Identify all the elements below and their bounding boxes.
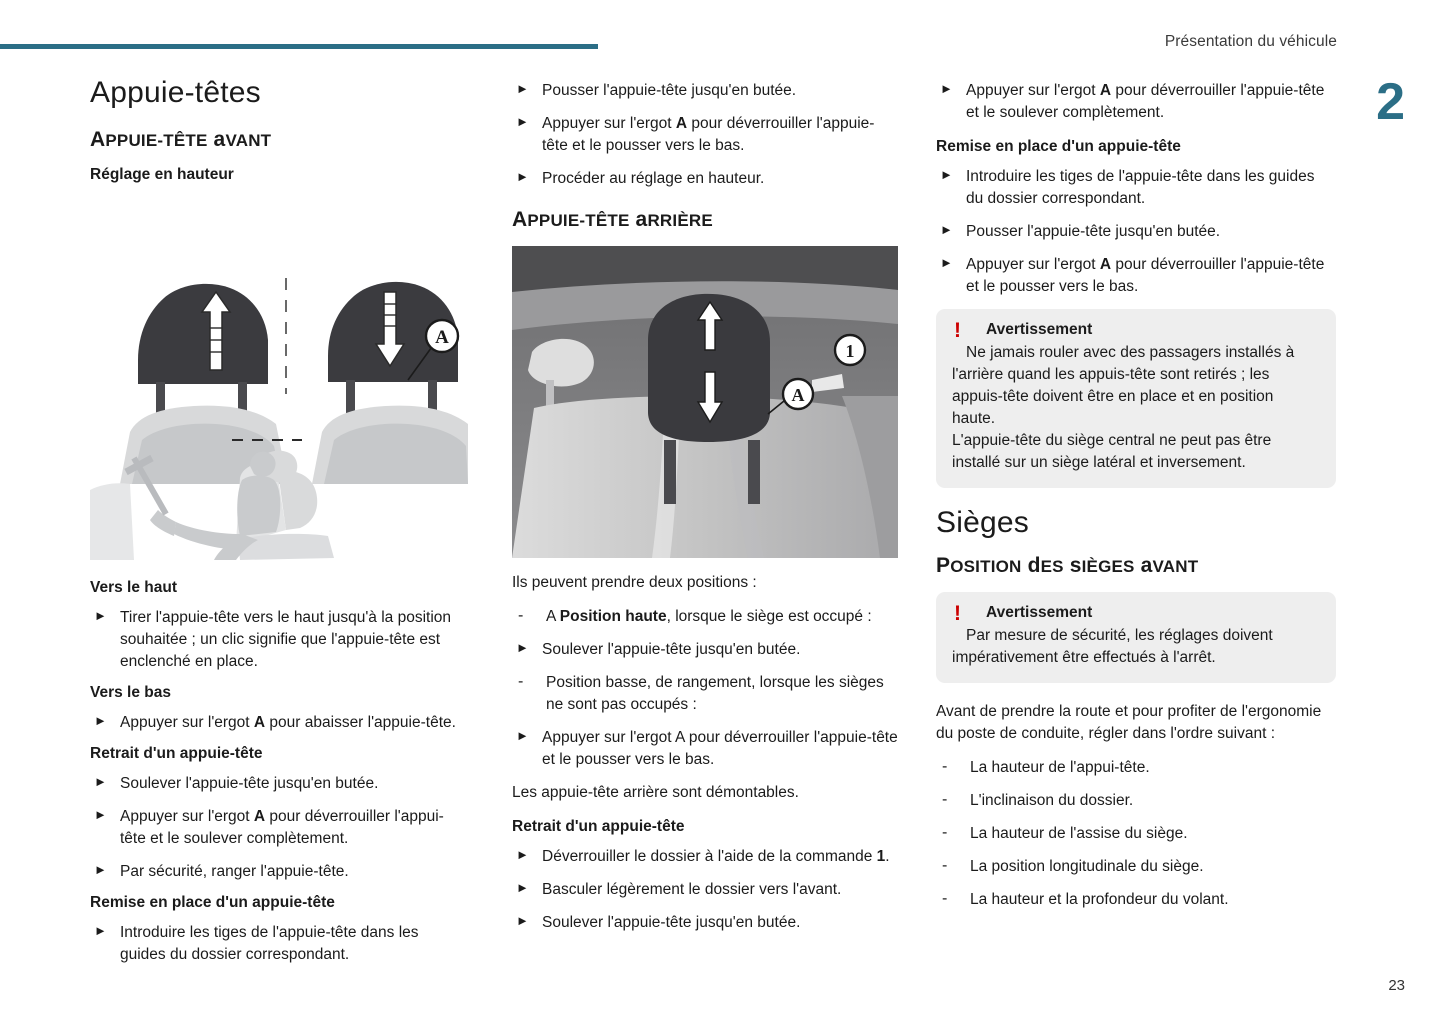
list-downwards [90, 712, 468, 734]
bullet-arrow-icon: ► [94, 713, 107, 728]
list-item-text: La hauteur de l'appui-tête. [970, 759, 1150, 776]
bullet-arrow-icon: ► [516, 81, 529, 96]
list-item-text: La hauteur et la profondeur du volant. [970, 891, 1229, 908]
heading-front-headrest-text: APPUIE-TÊTE aVANT [90, 128, 272, 151]
dash-marker: - [942, 824, 948, 841]
list-item-text: La hauteur de l'assise du siège. [970, 825, 1188, 842]
bullet-arrow-icon: ► [94, 774, 107, 789]
page-title: Appuie-têtes [90, 76, 261, 109]
list-upwards [90, 607, 468, 673]
dash-marker: - [942, 758, 948, 775]
warning-icon: ! [954, 319, 961, 342]
warning-title: Avertissement [986, 321, 1093, 338]
bullet-arrow-icon: ► [940, 222, 953, 237]
svg-text:A: A [791, 385, 805, 405]
column-one [90, 76, 468, 977]
list-rear-removal [512, 846, 898, 934]
dash-marker: - [942, 890, 948, 907]
list-item [90, 773, 468, 795]
list-item-text: Position basse, de rangement, lorsque les sièges ne sont pas occupés : [546, 674, 884, 713]
list-item [512, 879, 898, 901]
chapter-number: 2 [1376, 73, 1405, 131]
bullet-arrow-icon: ► [516, 114, 529, 129]
list-item-text: Pousser l'appuie-tête jusqu'en butée. [542, 82, 797, 99]
list-item: - A Position haute, lorsque le siège est occupé : [512, 606, 898, 628]
heading-height-adjust: Réglage en hauteur [90, 166, 234, 183]
heading-refit-c3: Remise en place d'un appuie-tête [936, 138, 1181, 155]
list-item: ► Appuyer sur l'ergot A pour déverrouiller l'appui-tête et le soulever complètement. [94, 807, 444, 847]
bullet-arrow-icon: ► [516, 640, 529, 655]
warning-box-headrests [936, 309, 1336, 488]
heading-refit: Remise en place d'un appuie-tête [90, 894, 335, 911]
list-item [90, 607, 468, 673]
warning-text-1: Ne jamais rouler avec des passagers installés à l'arrière quand les appuis-tête sont retirés ; les appuis-tête doivent être en place et en position haute. [952, 344, 1295, 427]
list-item [512, 672, 898, 716]
list-item: ► Déverrouiller le dossier à l'aide de la commande 1. [516, 847, 890, 865]
header-title: Présentation du véhicule [1164, 33, 1337, 50]
list-col3-top [936, 80, 1336, 124]
list-rear-positions [512, 606, 898, 628]
bullet-arrow-icon: ► [516, 880, 529, 895]
list-item-text: L'inclinaison du dossier. [970, 792, 1134, 809]
list-item-text: Soulever l'appuie-tête jusqu'en butée. [542, 641, 801, 658]
page-number: 23 [1388, 977, 1405, 994]
list-item [936, 757, 1336, 779]
warning-icon: ! [954, 602, 961, 625]
list-item [512, 639, 898, 661]
warning-text-2: L'appuie-tête du siège central ne peut pas être installé sur un siège latéral et inversement. [952, 432, 1272, 471]
list-item [512, 168, 898, 190]
list-item [936, 221, 1336, 243]
heading-rear-headrest-text: APPUIE-TÊTE aRRIÈRE [512, 208, 713, 231]
list-item [512, 727, 898, 771]
list-item: ► Appuyer sur l'ergot A pour déverrouiller l'appuie-tête et le pousser vers le bas. [516, 114, 875, 154]
list-item-text: Introduire les tiges de l'appuie-tête dans les guides du dossier correspondant. [966, 168, 1315, 207]
bullet-arrow-icon: ► [94, 862, 107, 877]
list-item [90, 861, 468, 883]
rear-removable-note: Les appuie-tête arrière sont démontables. [512, 784, 799, 801]
rear-intro-text: Ils peuvent prendre deux positions : [512, 574, 757, 591]
list-refit-c3 [936, 166, 1336, 298]
heading-rear-headrest [512, 208, 898, 232]
bullet-arrow-icon: ► [940, 255, 953, 270]
heading-removal: Retrait d'un appuie-tête [90, 745, 263, 762]
list-col2-top [512, 80, 898, 190]
list-item-text: Tirer l'appuie-tête vers le haut jusqu'à la position souhaitée ; un clic signifie que l'appuie-tête est enclenché en place. [120, 609, 452, 670]
heading-rear-removal: Retrait d'un appuie-tête [512, 818, 685, 835]
heading-front-seat-position [936, 554, 1336, 578]
bullet-arrow-icon: ► [94, 923, 107, 938]
bullet-arrow-icon: ► [516, 169, 529, 184]
bullet-arrow-icon: ► [516, 728, 529, 743]
position-haute-label: Position haute [559, 608, 667, 625]
bullet-arrow-icon: ► [516, 913, 529, 928]
dash-marker: - [942, 791, 948, 808]
svg-text:1: 1 [845, 341, 855, 361]
list-adjust-order [936, 757, 1336, 911]
section-title-seats: Sièges [936, 506, 1029, 539]
dash-marker: - [518, 607, 524, 624]
figure-front-headrest [90, 194, 468, 563]
list-item-text: Basculer légèrement le dossier vers l'avant. [542, 881, 842, 898]
list-item [90, 922, 468, 966]
heading-front-seat-position-text: POSITION dES sIÈGES aVANT [936, 554, 1199, 577]
list-item: ► Appuyer sur l'ergot A pour déverrouiller l'appuie-tête et le soulever complètement. [940, 81, 1325, 121]
heading-upwards: Vers le haut [90, 579, 178, 596]
heading-downwards: Vers le bas [90, 684, 172, 701]
bullet-arrow-icon: ► [940, 81, 953, 96]
list-item [936, 823, 1336, 845]
bullet-arrow-icon: ► [940, 167, 953, 182]
list-item-text: Procéder au réglage en hauteur. [542, 170, 765, 187]
list-refit [90, 922, 468, 966]
list-item [936, 889, 1336, 911]
list-item: ► Appuyer sur l'ergot A pour abaisser l'appuie-tête. [94, 713, 456, 731]
seats-intro-paragraph: Avant de prendre la route et pour profiter de l'ergonomie du poste de conduite, régler dans l'ordre suivant : [936, 703, 1322, 742]
heading-front-headrest [90, 128, 468, 152]
dash-marker: - [518, 673, 524, 690]
svg-text:A: A [435, 327, 449, 348]
list-item-text: Par sécurité, ranger l'appuie-tête. [120, 863, 349, 880]
figure-rear-headrest-svg [512, 246, 898, 558]
figure-front-headrest-svg [90, 194, 468, 484]
list-item-text: Pousser l'appuie-tête jusqu'en butée. [966, 223, 1221, 240]
column-two [512, 76, 898, 945]
list-item [936, 856, 1336, 878]
list-item-text: Soulever l'appuie-tête jusqu'en butée. [120, 775, 379, 792]
header-accent-rule [0, 44, 598, 49]
list-item-text: Soulever l'appuie-tête jusqu'en butée. [542, 914, 801, 931]
dash-marker: - [942, 857, 948, 874]
list-rear-low-action [512, 727, 898, 771]
list-item [512, 912, 898, 934]
list-item-text: Appuyer sur l'ergot A pour déverrouiller l'appuie-tête et le pousser vers le bas. [542, 729, 898, 768]
bullet-arrow-icon: ► [94, 608, 107, 623]
list-item [936, 166, 1336, 210]
warning-text: Par mesure de sécurité, les réglages doivent impérativement être effectués à l'arrêt. [952, 627, 1273, 666]
warning-title: Avertissement [986, 604, 1093, 621]
list-rear-low [512, 672, 898, 716]
list-item-text: La position longitudinale du siège. [970, 858, 1204, 875]
list-item: ► Appuyer sur l'ergot A pour déverrouiller l'appuie-tête et le pousser vers le bas. [940, 255, 1325, 295]
column-three [936, 76, 1336, 922]
bullet-arrow-icon: ► [94, 807, 107, 822]
list-rear-high [512, 639, 898, 661]
list-item [512, 80, 898, 102]
list-item-text: Introduire les tiges de l'appuie-tête dans les guides du dossier correspondant. [120, 924, 419, 963]
list-removal [90, 773, 468, 883]
bullet-arrow-icon: ► [516, 847, 529, 862]
list-item [936, 790, 1336, 812]
figure-rear-headrest [512, 246, 898, 558]
warning-box-seats [936, 592, 1336, 683]
